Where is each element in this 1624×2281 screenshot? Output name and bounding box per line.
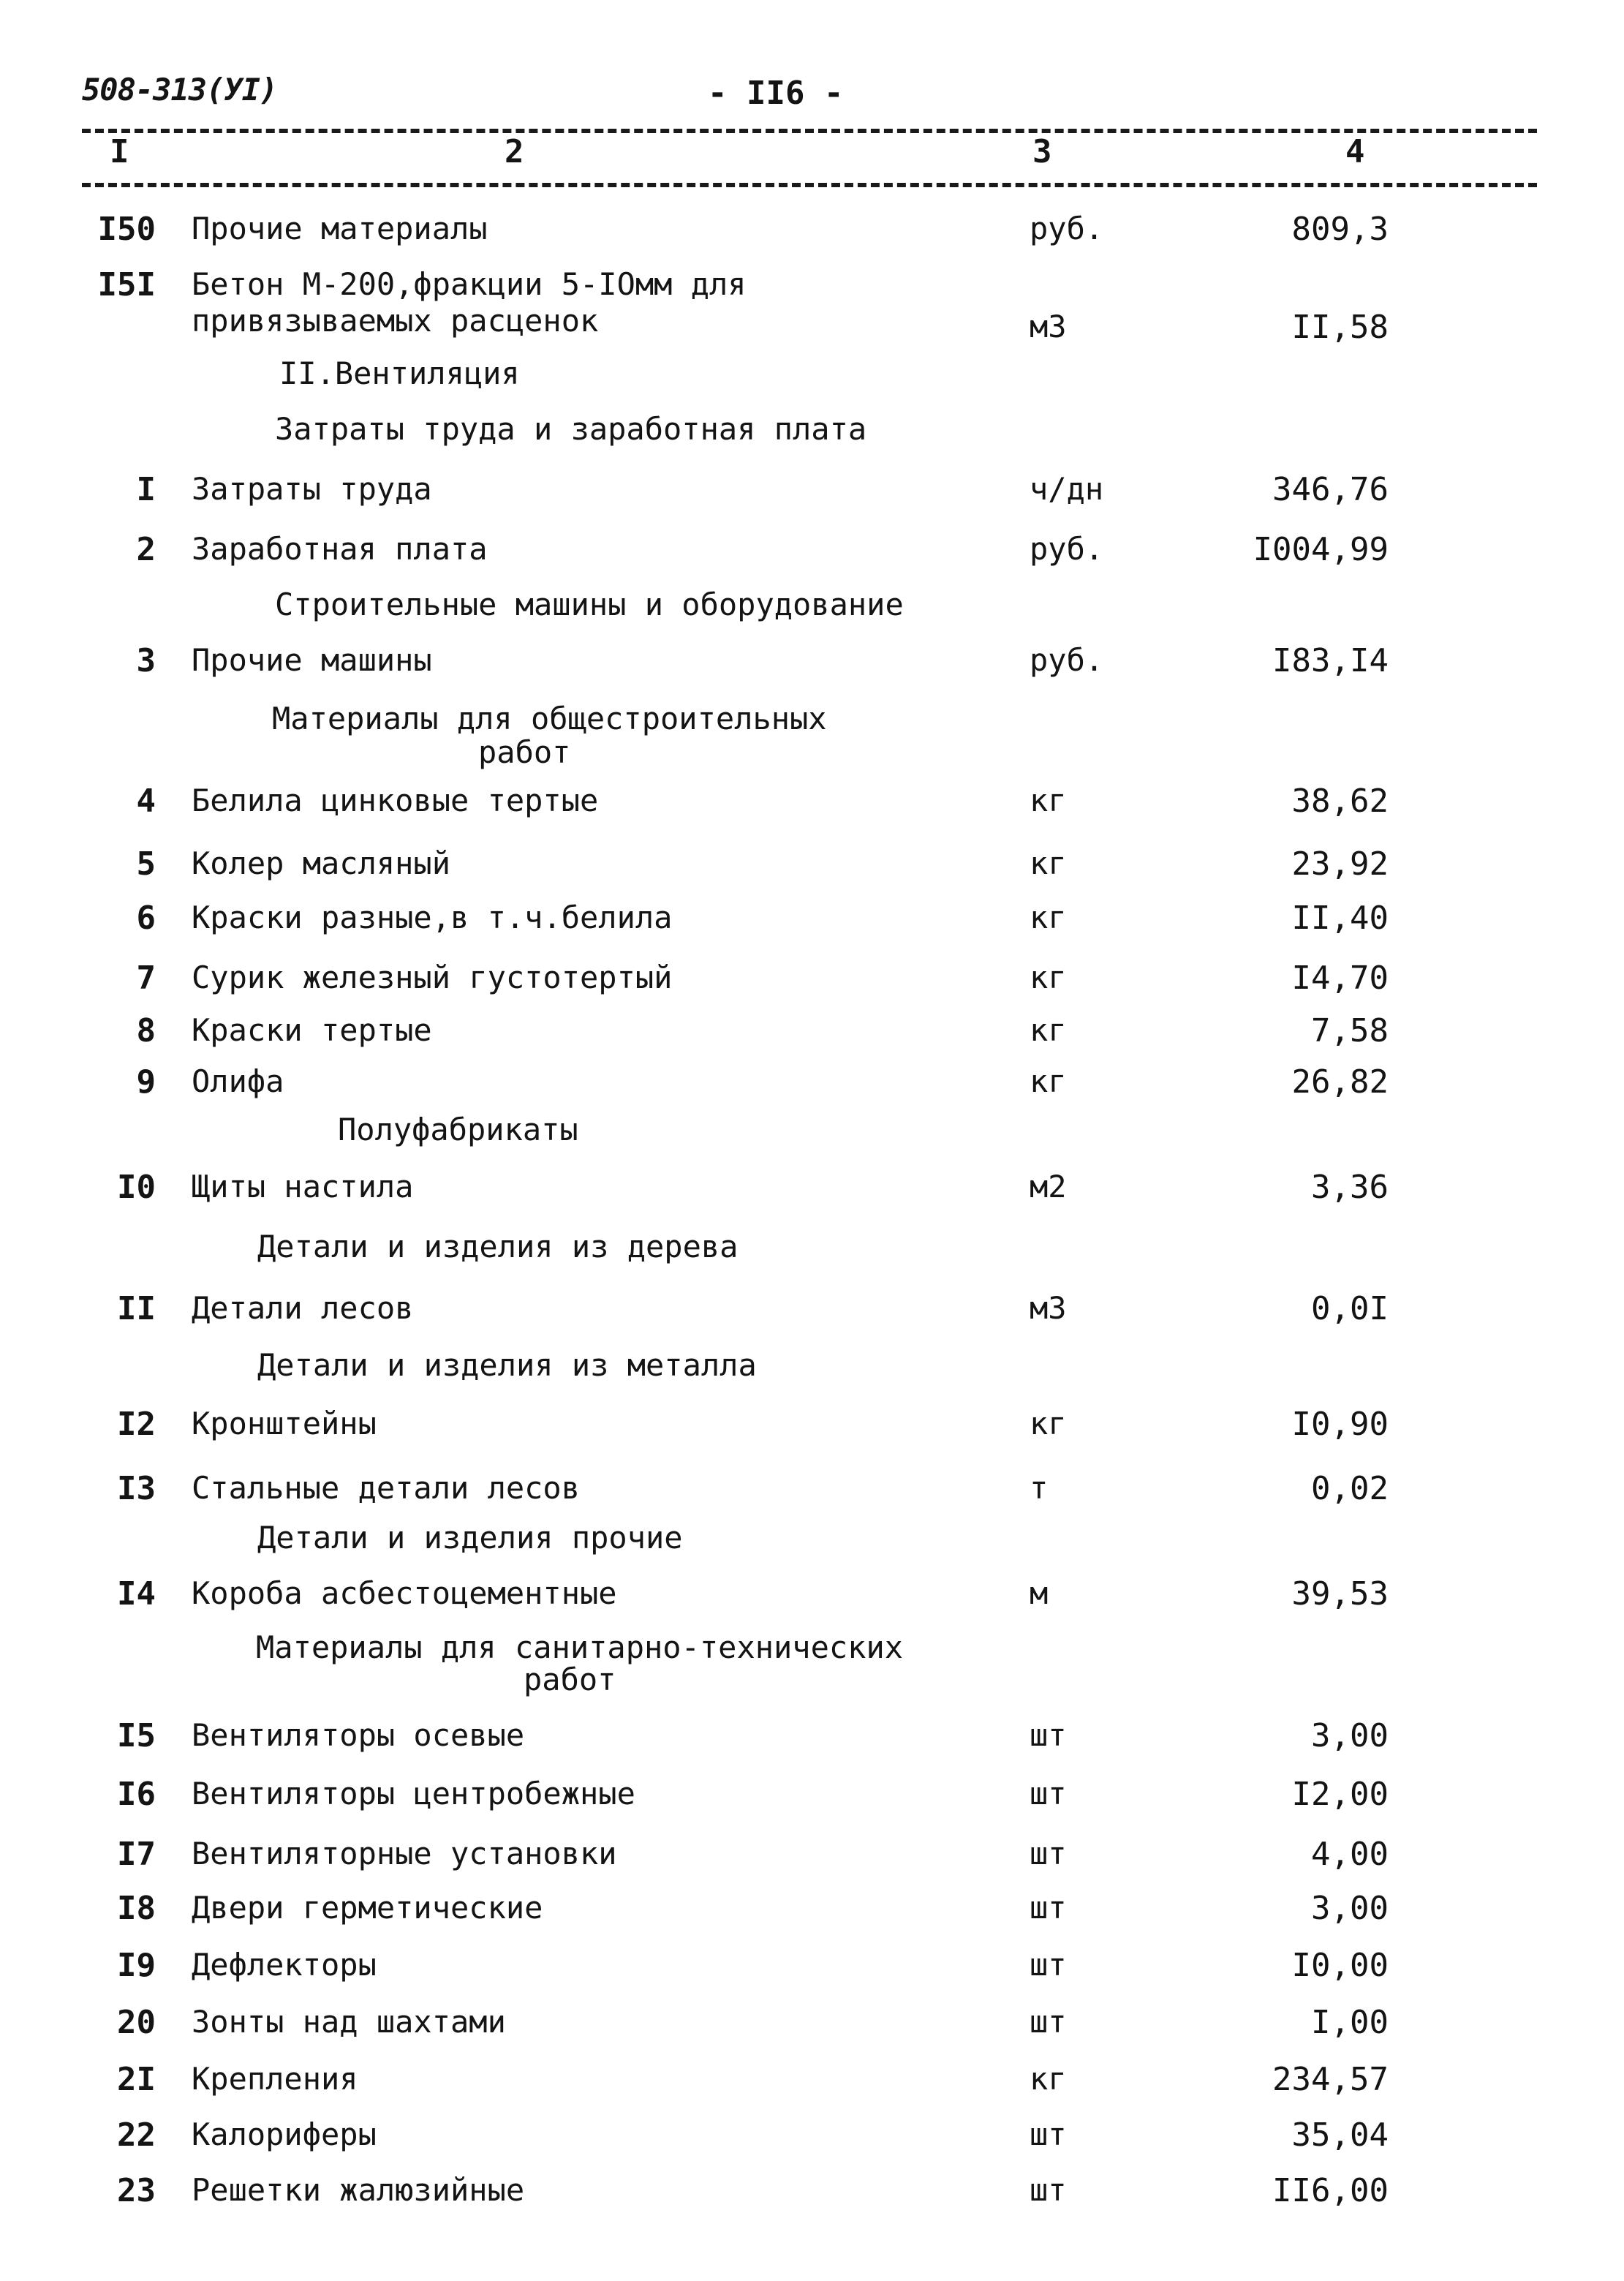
- row-number: I5I: [97, 266, 156, 303]
- table-row: [0, 1406, 1624, 1449]
- table-row: [0, 531, 1624, 575]
- row-unit: кг: [1030, 1406, 1067, 1441]
- row-unit: кг: [1030, 2061, 1067, 2097]
- row-unit: шт: [1030, 2172, 1067, 2208]
- row-unit: шт: [1030, 1836, 1067, 1871]
- section-heading: Полуфабрикаты: [338, 1112, 578, 1147]
- row-value: I0,90: [1291, 1406, 1389, 1443]
- row-number: 8: [136, 1012, 156, 1049]
- row-name: Вентиляторные установки: [192, 1836, 617, 1871]
- table-row: [0, 1290, 1624, 1334]
- row-value: I,00: [1311, 2004, 1389, 2041]
- row-name: Краски разные,в т.ч.белила: [192, 900, 673, 935]
- row-name: Щиты настила: [192, 1169, 414, 1204]
- column-header-3: 3: [1032, 133, 1052, 170]
- row-name: Двери герметические: [192, 1890, 543, 1926]
- row-name: Решетки жалюзийные: [192, 2172, 525, 2208]
- row-unit: кг: [1030, 783, 1067, 818]
- table-row: [0, 1947, 1624, 1991]
- row-number: I8: [117, 1890, 156, 1927]
- row-value: 809,3: [1291, 211, 1389, 248]
- row-value: 38,62: [1291, 783, 1389, 820]
- row-number: I50: [97, 211, 156, 248]
- row-unit: руб.: [1030, 211, 1104, 246]
- table-row: [0, 2172, 1624, 2216]
- row-name: Короба асбестоцементные: [192, 1575, 617, 1611]
- row-value: 346,76: [1272, 471, 1389, 508]
- row-number: 22: [117, 2116, 156, 2154]
- row-number: 20: [117, 2004, 156, 2041]
- row-number: I2: [117, 1406, 156, 1443]
- row-unit: кг: [1030, 959, 1067, 995]
- row-number: 6: [136, 900, 156, 937]
- row-unit: кг: [1030, 1063, 1067, 1099]
- row-number: I5: [117, 1717, 156, 1754]
- row-unit: т: [1030, 1470, 1049, 1506]
- row-number: 3: [136, 642, 156, 679]
- row-unit: м: [1030, 1575, 1049, 1611]
- table-row: [0, 1890, 1624, 1934]
- row-value: 3,00: [1311, 1890, 1389, 1927]
- row-value: 3,00: [1311, 1717, 1389, 1754]
- table-row: [0, 2004, 1624, 2048]
- row-unit: кг: [1030, 900, 1067, 935]
- row-value: I4,70: [1291, 959, 1389, 997]
- table-row: [0, 1470, 1624, 1514]
- row-unit: м3: [1030, 1290, 1067, 1326]
- table-row: [0, 211, 1624, 255]
- section-heading: работ: [478, 734, 571, 770]
- table-row: [0, 303, 1624, 347]
- table-row: [0, 845, 1624, 889]
- header-rule-top: [82, 129, 1537, 133]
- row-value: I83,I4: [1272, 642, 1389, 679]
- row-value: 35,04: [1291, 2116, 1389, 2154]
- row-unit: шт: [1030, 2004, 1067, 2040]
- row-number: I3: [117, 1470, 156, 1507]
- row-value: 7,58: [1311, 1012, 1389, 1049]
- row-value: I004,99: [1253, 531, 1389, 568]
- table-row: [0, 1776, 1624, 1820]
- column-header-1: I: [110, 133, 129, 170]
- row-value: I2,00: [1291, 1776, 1389, 1813]
- row-unit: шт: [1030, 1947, 1067, 1983]
- row-name: Крепления: [192, 2061, 358, 2097]
- table-row: [0, 1836, 1624, 1880]
- table-row: [0, 642, 1624, 686]
- row-value: 0,02: [1311, 1470, 1389, 1507]
- document-code: 508-313(УI): [82, 72, 278, 108]
- row-number: II: [117, 1290, 156, 1327]
- row-unit: руб.: [1030, 531, 1104, 567]
- table-row: [0, 2116, 1624, 2160]
- table-row: [0, 1575, 1624, 1619]
- column-header-2: 2: [505, 133, 524, 170]
- row-name: Прочие машины: [192, 642, 432, 678]
- row-value: 0,0I: [1311, 1290, 1389, 1327]
- row-name: Вентиляторы центробежные: [192, 1776, 635, 1811]
- row-name: Детали лесов: [192, 1290, 414, 1326]
- row-number: 4: [136, 783, 156, 820]
- row-number: I0: [117, 1169, 156, 1206]
- section-heading: работ: [524, 1662, 616, 1697]
- row-unit: шт: [1030, 1890, 1067, 1926]
- row-value: II,40: [1291, 900, 1389, 937]
- row-value: 4,00: [1311, 1836, 1389, 1873]
- table-row: [0, 1012, 1624, 1056]
- row-value: I0,00: [1291, 1947, 1389, 1984]
- section-heading: Детали и изделия прочие: [257, 1520, 683, 1556]
- table-row: [0, 900, 1624, 943]
- row-number: 5: [136, 845, 156, 883]
- row-number: 7: [136, 959, 156, 997]
- row-unit: м2: [1030, 1169, 1067, 1204]
- row-number: I: [136, 471, 156, 508]
- row-name: Вентиляторы осевые: [192, 1717, 525, 1753]
- section-heading: Строительные машины и оборудование: [275, 587, 904, 622]
- section-heading: Детали и изделия из металла: [257, 1347, 757, 1383]
- section-heading: Материалы для общестроительных: [272, 701, 827, 736]
- row-name: Стальные детали лесов: [192, 1470, 581, 1506]
- row-name: Колер масляный: [192, 845, 451, 881]
- table-row: [0, 1063, 1624, 1107]
- row-unit: шт: [1030, 1776, 1067, 1811]
- row-number: I4: [117, 1575, 156, 1613]
- table-row: [0, 1169, 1624, 1213]
- row-value: 234,57: [1272, 2061, 1389, 2098]
- row-number: I7: [117, 1836, 156, 1873]
- row-number: I6: [117, 1776, 156, 1813]
- row-unit: м3: [1030, 309, 1067, 344]
- row-name: Белила цинковые тертые: [192, 783, 599, 818]
- section-heading: Материалы для санитарно-технических: [256, 1629, 904, 1665]
- section-heading: Детали и изделия из дерева: [257, 1229, 739, 1264]
- row-name: Бетон М-200,фракции 5-IOмм для: [192, 266, 747, 302]
- header-rule-bottom: [82, 183, 1537, 187]
- row-name: Кронштейны: [192, 1406, 377, 1441]
- row-name-continued: привязываемых расценок: [192, 303, 599, 339]
- row-unit: кг: [1030, 1012, 1067, 1048]
- row-value: 23,92: [1291, 845, 1389, 883]
- section-heading: Затраты труда и заработная плата: [275, 411, 867, 447]
- table-row: [0, 1717, 1624, 1761]
- row-number: 2I: [117, 2061, 156, 2098]
- row-number: 23: [117, 2172, 156, 2209]
- row-name: Калориферы: [192, 2116, 377, 2152]
- row-value: 26,82: [1291, 1063, 1389, 1101]
- row-name: Сурик железный густотертый: [192, 959, 673, 995]
- row-number: 9: [136, 1063, 156, 1101]
- row-name: Затраты труда: [192, 471, 432, 507]
- row-value: II,58: [1291, 309, 1389, 346]
- row-name: Дефлекторы: [192, 1947, 377, 1983]
- table-row: [0, 2061, 1624, 2105]
- row-name: Зонты над шахтами: [192, 2004, 506, 2040]
- row-number: 2: [136, 531, 156, 568]
- row-value: 39,53: [1291, 1575, 1389, 1613]
- section-heading: II.Вентиляция: [279, 355, 520, 391]
- page-number: - II6 -: [708, 75, 844, 112]
- table-row: [0, 783, 1624, 826]
- row-unit: ч/дн: [1030, 471, 1104, 507]
- row-name: Олифа: [192, 1063, 284, 1099]
- column-header-4: 4: [1345, 133, 1365, 170]
- row-number: I9: [117, 1947, 156, 1984]
- table-row: [0, 959, 1624, 1003]
- row-value: II6,00: [1272, 2172, 1389, 2209]
- row-unit: шт: [1030, 1717, 1067, 1753]
- row-name: Заработная плата: [192, 531, 488, 567]
- row-unit: шт: [1030, 2116, 1067, 2152]
- row-name: Краски тертые: [192, 1012, 432, 1048]
- row-name: Прочие материалы: [192, 211, 488, 246]
- row-value: 3,36: [1311, 1169, 1389, 1206]
- row-unit: кг: [1030, 845, 1067, 881]
- row-unit: руб.: [1030, 642, 1104, 678]
- table-row: [0, 471, 1624, 515]
